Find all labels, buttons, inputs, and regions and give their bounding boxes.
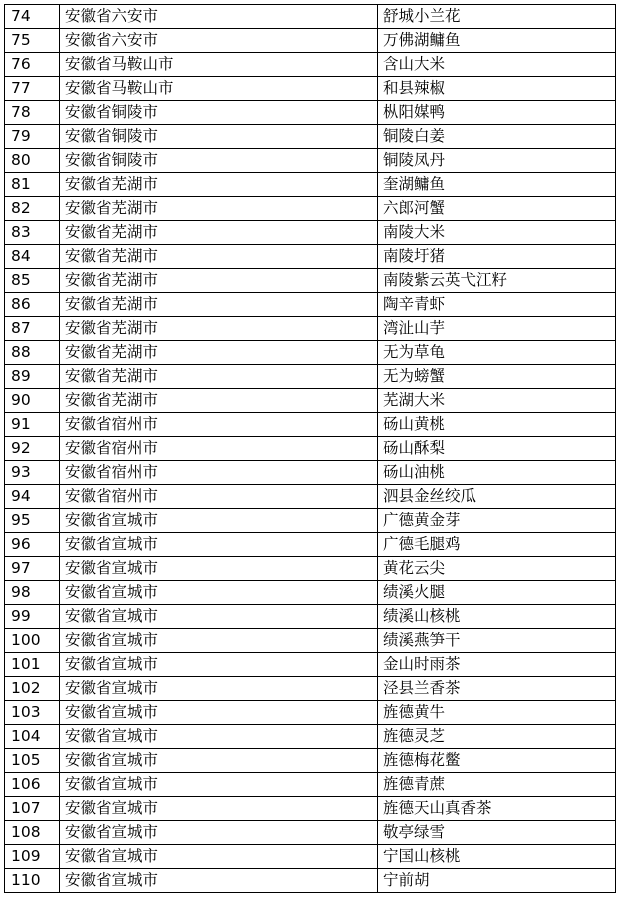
region-cell: 安徽省宣城市 — [60, 725, 378, 749]
region-cell: 安徽省芜湖市 — [60, 365, 378, 389]
table-row — [5, 125, 616, 149]
region-cell: 安徽省六安市 — [60, 5, 378, 29]
product-name-cell: 南陵圩猪 — [378, 245, 616, 269]
table-row — [5, 269, 616, 293]
product-name-cell: 宁前胡 — [378, 869, 616, 893]
product-name-cell: 芜湖大米 — [378, 389, 616, 413]
product-name-cell: 旌德黄牛 — [378, 701, 616, 725]
table-row — [5, 869, 616, 893]
table-row — [5, 725, 616, 749]
row-number-cell: 80 — [5, 149, 60, 173]
region-cell: 安徽省六安市 — [60, 29, 378, 53]
product-name-cell: 泾县兰香茶 — [378, 677, 616, 701]
region-cell: 安徽省宣城市 — [60, 629, 378, 653]
product-name-cell: 万佛湖鳙鱼 — [378, 29, 616, 53]
table-row — [5, 437, 616, 461]
table-row — [5, 821, 616, 845]
table-row — [5, 797, 616, 821]
row-number-cell: 82 — [5, 197, 60, 221]
row-number-cell: 89 — [5, 365, 60, 389]
region-cell: 安徽省芜湖市 — [60, 173, 378, 197]
product-name-cell: 黄花云尖 — [378, 557, 616, 581]
table-row — [5, 413, 616, 437]
row-number-cell: 103 — [5, 701, 60, 725]
product-name-cell: 南陵紫云英弋江籽 — [378, 269, 616, 293]
table-row — [5, 605, 616, 629]
product-name-cell: 和县辣椒 — [378, 77, 616, 101]
table-row — [5, 53, 616, 77]
product-name-cell: 旌德青蔗 — [378, 773, 616, 797]
table-row — [5, 221, 616, 245]
row-number-cell: 109 — [5, 845, 60, 869]
product-name-cell: 砀山黄桃 — [378, 413, 616, 437]
table-row — [5, 173, 616, 197]
product-name-cell: 旌德灵芝 — [378, 725, 616, 749]
table-row — [5, 101, 616, 125]
product-name-cell: 广德黄金芽 — [378, 509, 616, 533]
region-cell: 安徽省芜湖市 — [60, 389, 378, 413]
table-row — [5, 149, 616, 173]
product-name-cell: 砀山酥梨 — [378, 437, 616, 461]
product-name-cell: 金山时雨茶 — [378, 653, 616, 677]
row-number-cell: 88 — [5, 341, 60, 365]
table-row — [5, 533, 616, 557]
region-cell: 安徽省铜陵市 — [60, 101, 378, 125]
region-cell: 安徽省芜湖市 — [60, 317, 378, 341]
region-cell: 安徽省宣城市 — [60, 653, 378, 677]
row-number-cell: 110 — [5, 869, 60, 893]
row-number-cell: 100 — [5, 629, 60, 653]
table-row — [5, 341, 616, 365]
table-row — [5, 749, 616, 773]
region-cell: 安徽省宣城市 — [60, 533, 378, 557]
table-row — [5, 197, 616, 221]
region-cell: 安徽省芜湖市 — [60, 221, 378, 245]
table-row — [5, 365, 616, 389]
product-name-cell: 旌德天山真香茶 — [378, 797, 616, 821]
row-number-cell: 81 — [5, 173, 60, 197]
row-number-cell: 75 — [5, 29, 60, 53]
product-name-cell: 敬亭绿雪 — [378, 821, 616, 845]
region-cell: 安徽省宣城市 — [60, 557, 378, 581]
product-name-cell: 奎湖鳙鱼 — [378, 173, 616, 197]
table-row — [5, 485, 616, 509]
region-cell: 安徽省宿州市 — [60, 413, 378, 437]
region-cell: 安徽省宣城市 — [60, 845, 378, 869]
region-cell: 安徽省宣城市 — [60, 677, 378, 701]
product-name-cell: 无为螃蟹 — [378, 365, 616, 389]
row-number-cell: 87 — [5, 317, 60, 341]
table-body — [5, 5, 616, 893]
row-number-cell: 85 — [5, 269, 60, 293]
region-cell: 安徽省宣城市 — [60, 605, 378, 629]
product-name-cell: 宁国山核桃 — [378, 845, 616, 869]
region-cell: 安徽省宿州市 — [60, 437, 378, 461]
table-row — [5, 293, 616, 317]
table-row — [5, 317, 616, 341]
row-number-cell: 94 — [5, 485, 60, 509]
product-name-cell: 广德毛腿鸡 — [378, 533, 616, 557]
product-name-cell: 六郎河蟹 — [378, 197, 616, 221]
product-name-cell: 砀山油桃 — [378, 461, 616, 485]
product-name-cell: 铜陵凤丹 — [378, 149, 616, 173]
row-number-cell: 91 — [5, 413, 60, 437]
product-name-cell: 湾沚山芋 — [378, 317, 616, 341]
table-row — [5, 845, 616, 869]
product-name-cell: 绩溪山核桃 — [378, 605, 616, 629]
row-number-cell: 97 — [5, 557, 60, 581]
row-number-cell: 83 — [5, 221, 60, 245]
table-row — [5, 29, 616, 53]
table-row — [5, 677, 616, 701]
product-name-cell: 旌德梅花鳖 — [378, 749, 616, 773]
table-row — [5, 461, 616, 485]
region-cell: 安徽省马鞍山市 — [60, 77, 378, 101]
table-row — [5, 653, 616, 677]
row-number-cell: 92 — [5, 437, 60, 461]
region-cell: 安徽省宣城市 — [60, 821, 378, 845]
region-cell: 安徽省芜湖市 — [60, 245, 378, 269]
region-cell: 安徽省宿州市 — [60, 485, 378, 509]
region-cell: 安徽省马鞍山市 — [60, 53, 378, 77]
product-name-cell: 铜陵白姜 — [378, 125, 616, 149]
product-name-cell: 无为草龟 — [378, 341, 616, 365]
product-name-cell: 舒城小兰花 — [378, 5, 616, 29]
region-cell: 安徽省铜陵市 — [60, 125, 378, 149]
region-cell: 安徽省宣城市 — [60, 797, 378, 821]
table-row — [5, 77, 616, 101]
region-cell: 安徽省宣城市 — [60, 773, 378, 797]
row-number-cell: 99 — [5, 605, 60, 629]
product-name-cell: 含山大米 — [378, 53, 616, 77]
product-name-cell: 陶辛青虾 — [378, 293, 616, 317]
region-cell: 安徽省铜陵市 — [60, 149, 378, 173]
row-number-cell: 86 — [5, 293, 60, 317]
table-row — [5, 509, 616, 533]
product-name-cell: 绩溪火腿 — [378, 581, 616, 605]
table-row — [5, 773, 616, 797]
row-number-cell: 74 — [5, 5, 60, 29]
row-number-cell: 95 — [5, 509, 60, 533]
product-name-cell: 南陵大米 — [378, 221, 616, 245]
table-row — [5, 557, 616, 581]
row-number-cell: 108 — [5, 821, 60, 845]
table-row — [5, 629, 616, 653]
row-number-cell: 78 — [5, 101, 60, 125]
row-number-cell: 107 — [5, 797, 60, 821]
row-number-cell: 79 — [5, 125, 60, 149]
product-name-cell: 泗县金丝绞瓜 — [378, 485, 616, 509]
region-cell: 安徽省宣城市 — [60, 701, 378, 725]
region-cell: 安徽省宣城市 — [60, 509, 378, 533]
region-cell: 安徽省芜湖市 — [60, 197, 378, 221]
region-cell: 安徽省芜湖市 — [60, 341, 378, 365]
region-cell: 安徽省宣城市 — [60, 869, 378, 893]
row-number-cell: 77 — [5, 77, 60, 101]
row-number-cell: 105 — [5, 749, 60, 773]
row-number-cell: 104 — [5, 725, 60, 749]
table-row — [5, 701, 616, 725]
row-number-cell: 90 — [5, 389, 60, 413]
product-name-cell: 绩溪燕笋干 — [378, 629, 616, 653]
row-number-cell: 93 — [5, 461, 60, 485]
table-row — [5, 5, 616, 29]
region-cell: 安徽省芜湖市 — [60, 269, 378, 293]
region-cell: 安徽省宣城市 — [60, 749, 378, 773]
table-row — [5, 245, 616, 269]
region-cell: 安徽省芜湖市 — [60, 293, 378, 317]
table-row — [5, 581, 616, 605]
row-number-cell: 84 — [5, 245, 60, 269]
row-number-cell: 98 — [5, 581, 60, 605]
row-number-cell: 76 — [5, 53, 60, 77]
table-row — [5, 389, 616, 413]
row-number-cell: 106 — [5, 773, 60, 797]
row-number-cell: 102 — [5, 677, 60, 701]
product-name-cell: 枞阳媒鸭 — [378, 101, 616, 125]
row-number-cell: 101 — [5, 653, 60, 677]
region-cell: 安徽省宣城市 — [60, 581, 378, 605]
product-table — [4, 4, 616, 893]
region-cell: 安徽省宿州市 — [60, 461, 378, 485]
row-number-cell: 96 — [5, 533, 60, 557]
